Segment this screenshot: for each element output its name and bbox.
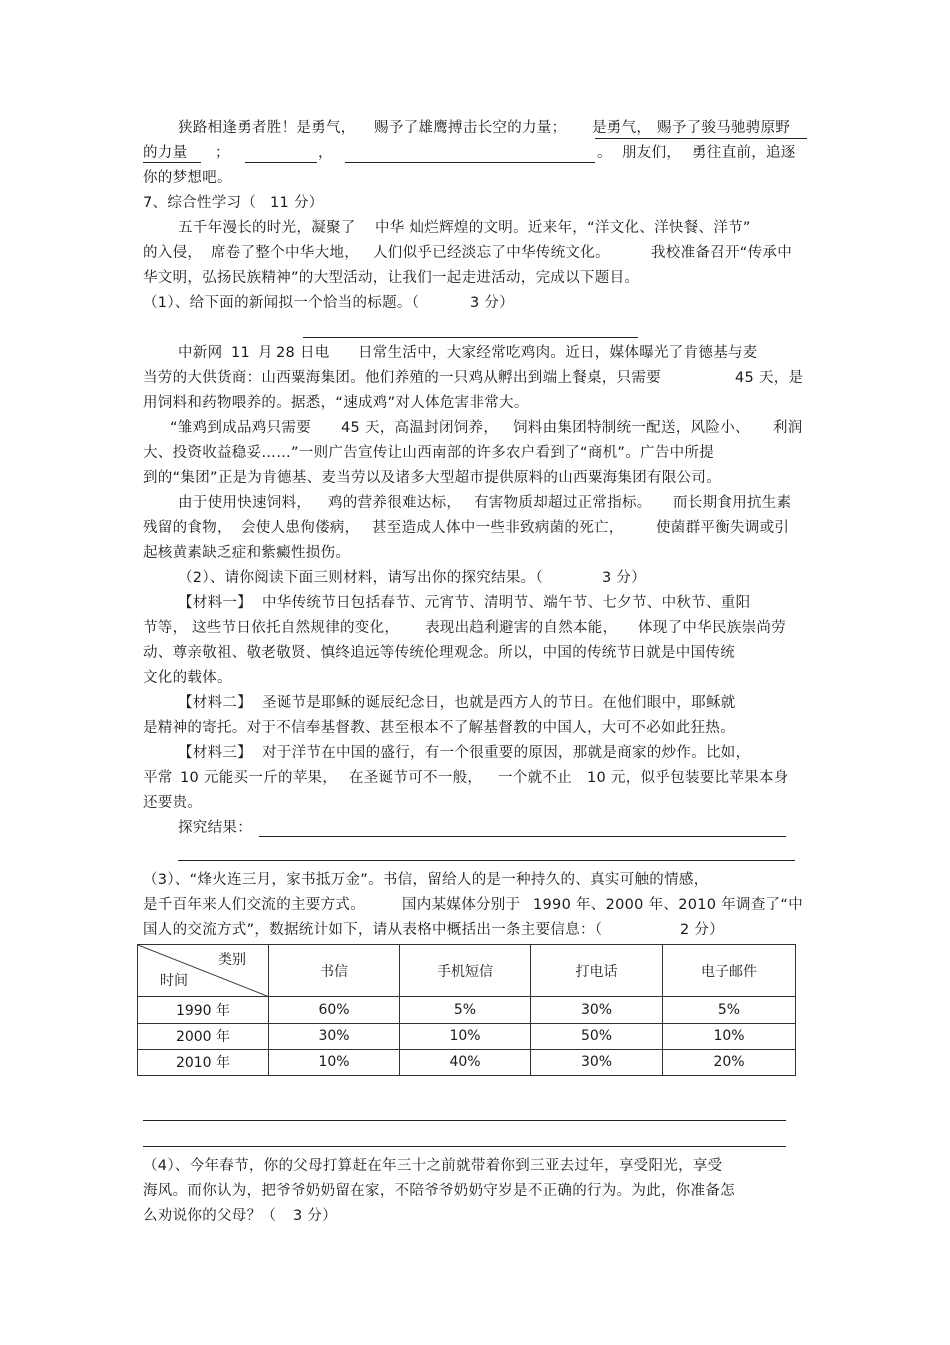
q6-text: 是勇气， <box>592 120 652 136</box>
question-title: 7、综合性学习（ <box>143 195 257 211</box>
material-text: 一个就不止 <box>498 770 572 786</box>
table-cell: 30% <box>531 997 663 1023</box>
q6-text: 狭路相逢勇者胜！是勇气， <box>178 120 356 136</box>
q6-text: 赐予了雄鹰搏击长空的力量； <box>374 120 567 136</box>
q6-text: 你的梦想吧。 <box>143 170 232 186</box>
q6-text: ， <box>318 145 333 161</box>
material-text: 10 元，似乎包装要比苹果本身 <box>587 770 789 786</box>
table-cell: 5% <box>400 997 531 1023</box>
q6-text: 朋友们， <box>622 145 682 161</box>
material-text: 中华传统节日包括春节、元宵节、清明节、端午节、七夕节、中秋节、重阳 <box>262 595 751 611</box>
material-text: 还要贵。 <box>143 795 203 811</box>
table-cell: 40% <box>400 1049 531 1075</box>
subquestion-prompt: （1）、给下面的新闻拟一个恰当的标题。（ <box>143 295 420 311</box>
row-year: 2010 年 <box>138 1049 269 1075</box>
column-header: 手机短信 <box>400 945 531 997</box>
news-text: 45 天，高温封闭饲养， <box>341 420 499 436</box>
intro-text: 的入侵， <box>143 245 203 261</box>
material-label: 【材料三】 <box>178 745 252 761</box>
corner-category-label: 类别 <box>218 952 246 968</box>
q6-text: ； <box>215 145 230 161</box>
news-text: 月 <box>258 345 273 361</box>
answer-blank[interactable] <box>345 162 595 163</box>
diagonal-divider <box>138 945 268 996</box>
news-text: 用饲料和药物喂养的。据悉，“速成鸡”对人体危害非常大。 <box>143 395 529 411</box>
news-text: 日常生活中，大家经常吃鸡肉。近日，媒体曝光了肯德基与麦 <box>358 345 758 361</box>
news-text: “雏鸡到成品鸡只需要 <box>170 420 312 436</box>
intro-text: 我校准备召开“传承中 <box>651 245 793 261</box>
news-text: 28 日电 <box>276 345 330 361</box>
table-cell: 10% <box>400 1023 531 1049</box>
subquestion-prompt: 国内某媒体分别于 <box>402 897 521 913</box>
table-row <box>138 1023 796 1049</box>
survey-table <box>137 944 796 1076</box>
subquestion-score: 2 分） <box>680 922 725 938</box>
table-cell: 30% <box>531 1049 663 1075</box>
subquestion-prompt: （3）、“烽火连三月，家书抵万金”。书信，留给人的是一种持久的、真实可触的情感， <box>143 872 709 888</box>
subquestion-prompt: 1990 年、2000 年、2010 年调查了“中 <box>533 897 804 913</box>
answer-blank[interactable] <box>245 162 317 163</box>
q6-text: 。 <box>597 145 612 161</box>
table-header-row <box>138 945 796 997</box>
intro-text: 五千年漫长的时光，凝聚了 <box>178 220 356 236</box>
news-text: 由于使用快速饲料， <box>178 495 312 511</box>
news-text: 会使人患佝偻病， <box>241 520 360 536</box>
material-text: 文化的载体。 <box>143 670 232 686</box>
material-label: 【材料一】 <box>178 595 252 611</box>
material-text: 10 元能买一斤的苹果， <box>180 770 338 786</box>
material-text: 是精神的寄托。对于不信奉基督教、甚至根本不了解基督教的中国人，大可不必如此狂热。 <box>143 720 735 736</box>
table-cell: 5% <box>663 997 796 1023</box>
subquestion-prompt: 国人的交流方式”，数据统计如下，请从表格中概括出一条主要信息：（ <box>143 922 603 938</box>
q6-text: 的力量 <box>143 145 188 161</box>
news-text: 大、投资收益稳妥……”一则广告宣传让山西南部的许多农户看到了“商机”。广告中所提 <box>143 445 715 461</box>
subquestion-prompt: 是千百年来人们交流的主要方式。 <box>143 897 365 913</box>
news-text: 中新网 <box>178 345 223 361</box>
material-text: 这些节日依托自然规律的变化， <box>192 620 400 636</box>
row-year: 2000 年 <box>138 1023 269 1049</box>
material-text: 动、尊亲敬祖、敬老敬贤、慎终追远等传统伦理观念。所以，中国的传统节日就是中国传统 <box>143 645 735 661</box>
material-text: 表现出趋利避害的自然本能， <box>425 620 618 636</box>
news-text: 利润 <box>773 420 803 436</box>
news-text: 到的“集团”正是为肯德基、麦当劳以及诸多大型超市提供原料的山西粟海集团有限公司。 <box>143 470 722 486</box>
table-row <box>138 997 796 1023</box>
intro-text: 华文明，弘扬民族精神”的大型活动，让我们一起走进活动，完成以下题目。 <box>143 270 640 286</box>
row-year: 1990 年 <box>138 997 269 1023</box>
table-cell: 50% <box>531 1023 663 1049</box>
answer-blank[interactable] <box>595 138 807 139</box>
column-header: 打电话 <box>531 945 663 997</box>
news-text: 甚至造成人体中一些非致病菌的死亡， <box>372 520 624 536</box>
material-text: 节等， <box>143 620 188 636</box>
question-score: 11 分） <box>270 195 324 211</box>
material-text: 在圣诞节可不一般， <box>349 770 483 786</box>
result-label: 探究结果： <box>178 820 252 836</box>
table-row <box>138 1049 796 1075</box>
intro-text: 席卷了整个中华大地， <box>211 245 359 261</box>
column-header: 书信 <box>269 945 400 997</box>
table-cell: 60% <box>269 997 400 1023</box>
subquestion-prompt: （2）、请你阅读下面三则材料，请写出你的探究结果。（ <box>178 570 544 586</box>
answer-blank[interactable] <box>303 337 638 338</box>
news-text: 饲料由集团特制统一配送，风险小、 <box>513 420 750 436</box>
answer-blank[interactable] <box>259 836 786 837</box>
material-text: 对于洋节在中国的盛行，有一个很重要的原因，那就是商家的炒作。比如， <box>262 745 751 761</box>
news-text: 残留的食物， <box>143 520 232 536</box>
subquestion-score: 3 分） <box>470 295 515 311</box>
subquestion-prompt: 海风。而你认为，把爷爷奶奶留在家，不陪爷爷奶奶守岁是不正确的行为。为此，你准备怎 <box>143 1183 735 1199</box>
answer-blank[interactable] <box>143 1120 786 1121</box>
news-text: 而长期食用抗生素 <box>673 495 792 511</box>
material-text: 平常 <box>143 770 173 786</box>
news-text: 11 <box>231 345 251 361</box>
q6-text: 赐予了骏马驰骋原野 <box>657 120 791 136</box>
answer-blank[interactable] <box>178 860 795 861</box>
news-text: 45 天，是 <box>735 370 804 386</box>
subquestion-prompt: 么劝说你的父母？（ <box>143 1208 277 1224</box>
corner-cell <box>138 945 269 997</box>
table-cell: 10% <box>663 1023 796 1049</box>
material-text: 圣诞节是耶稣的诞辰纪念日，也就是西方人的节日。在他们眼中，耶稣就 <box>262 695 736 711</box>
table-cell: 20% <box>663 1049 796 1075</box>
news-text: 使菌群平衡失调或引 <box>656 520 790 536</box>
table-cell: 10% <box>269 1049 400 1075</box>
answer-blank[interactable] <box>143 1146 786 1147</box>
intro-text: 人们似乎已经淡忘了中华传统文化。 <box>373 245 610 261</box>
subquestion-score: 3 分） <box>293 1208 338 1224</box>
corner-time-label: 时间 <box>160 973 188 990</box>
subquestion-score: 3 分） <box>602 570 647 586</box>
news-text: 鸡的营养很难达标， <box>328 495 462 511</box>
material-text: 体现了中华民族崇尚劳 <box>638 620 786 636</box>
column-header: 电子邮件 <box>663 945 796 997</box>
news-text: 当劳的大供货商：山西粟海集团。他们养殖的一只鸡从孵出到端上餐桌，只需要 <box>143 370 661 386</box>
news-text: 起核黄素缺乏症和紫癜性损伤。 <box>143 545 351 561</box>
q6-text: 勇往直前，追逐 <box>692 145 796 161</box>
intro-text: 中华 灿烂辉煌的文明。近来年，“洋文化、洋快餐、洋节” <box>375 220 751 236</box>
material-label: 【材料二】 <box>178 695 252 711</box>
table-cell: 30% <box>269 1023 400 1049</box>
news-text: 有害物质却超过正常指标。 <box>474 495 652 511</box>
subquestion-prompt: （4）、今年春节，你的父母打算赶在年三十之前就带着你到三亚去过年，享受阳光，享受 <box>143 1158 723 1174</box>
answer-blank[interactable] <box>143 162 201 163</box>
